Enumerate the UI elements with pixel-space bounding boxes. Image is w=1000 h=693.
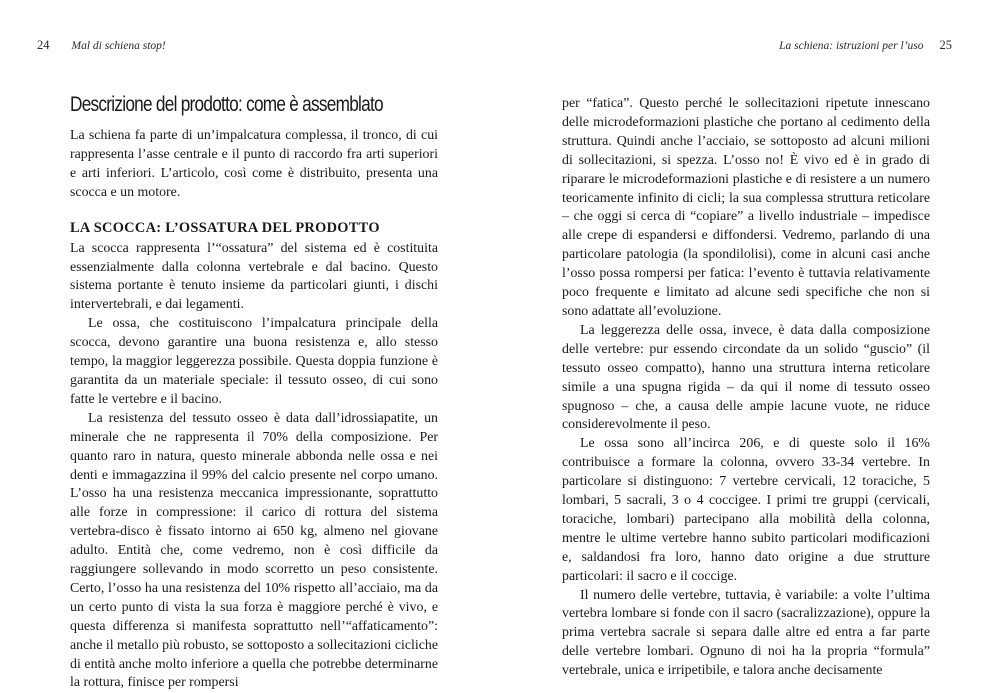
left-paragraph-2: Le ossa, che costituiscono l’impalcatura principale della scocca, devono garantire una buona resistenza e, allo stesso tempo, la maggior leggerezza possibile. Questa doppia funzione è garantita da un materiale speciale: il tessuto osseo, di cui sono fatte le vertebre e il bacino.	[70, 316, 438, 407]
right-running-head-title: La schiena: istruzioni per l’uso	[779, 40, 924, 52]
right-text-block	[562, 95, 930, 681]
left-text-block	[70, 92, 438, 693]
right-paragraph-4: Il numero delle vertebre, tuttavia, è variabile: a volte l’ultima vertebra lombare si fonde con il sacro (sacralizzazione), oppure la prima vertebra sacrale si separa dalle altre ed entra a far parte delle vertebre lombari. Ognuno di noi ha la propria “formula” vertebrale, unica e irripetibile, e talora anche decisamente	[562, 587, 930, 679]
left-page-number: 24	[37, 38, 50, 52]
right-page	[500, 0, 1000, 679]
left-running-head	[37, 38, 166, 53]
left-paragraph-3: La resistenza del tessuto osseo è data dall’idrossiapatite, un minerale che ne rappresenta il 70% della composizione. Per quanto raro in natura, questo minerale abbonda nelle ossa e nei denti e immagazzina il 99% del calcio presente nel corpo umano. L’osso ha una resistenza meccanica impressionante, soprattutto alle forze in compressione: il carico di rottura del sistema vertebra-disco è fissato intorno ai 650 kg, almeno nel giovane adulto. Entità che, come vedremo, non è così difficile da raggiungere sollevando in modo scorretto un peso consistente. Certo, l’osso ha una resistenza del 10% rispetto all’acciaio, ma da un certo punto di vista la sua forza è maggiore perché è vivo, e questa differenza si manifesta soprattutto nell’“affaticamento”: anche il metallo più robusto, se sottoposto a sollecitazioni cicliche di entità anche molto inferiore a quella che potrebbe determinarne la rottura, finisce per rompersi	[70, 410, 439, 691]
left-page	[0, 0, 500, 691]
right-page-number: 25	[939, 38, 952, 52]
right-paragraph-3: Le ossa sono all’incirca 206, e di queste solo il 16% contribuisce a formare la colonna, ovvero 33-34 vertebre. In particolare si distinguono: 7 vertebre cervicali, 12 toraciche, 5 lombari, 5 sacrali, 3 o 4 coccigee. I primi tre gruppi (cervicali, toraciche, lombari) partecipano alla mobilità della colonna, mentre le ultime vertebre hanno subito particolari modificazioni e, saldandosi fra loro, hanno dato origine a due strutture particolari: il sacro e il coccige.	[562, 436, 930, 584]
right-running-head	[779, 38, 952, 53]
right-paragraph-1: per “fatica”. Questo perché le sollecitazioni ripetute innescano delle microdeformazioni plastiche che portano al cedimento della struttura. Quindi anche l’acciaio, se sottoposto ad alcuni milioni di sollecitazioni, si spezza. L’osso no! È vivo ed è in grado di riparare le microdeformazioni plastiche e di resistere a un numero teoricamente infinito di cicli; la sua complessa struttura reticolare – che oggi si cerca di “copiare” a livello industriale – impedisce alle crepe di espandersi e diffondersi. Vedremo, parlando di una particolare patologia (la spondilolisi), come in alcuni casi anche l’osso possa rompersi per fatica: l’evento è tuttavia relativamente poco frequente e limitato ad alcune sedi specifiche che non si sono adattate all’evoluzione.	[562, 96, 930, 319]
left-running-head-title: Mal di schiena stop!	[71, 40, 166, 52]
left-paragraph-1: La scocca rappresenta l’“ossatura” del sistema ed è costituita essenzialmente dalla colonna vertebrale e dal bacino. Questo sistema portante è tenuto insieme da particolari giunti, i dischi intervertebrali, e dai legamenti.	[70, 240, 438, 313]
right-paragraph-2: La leggerezza delle ossa, invece, è data dalla composizione delle vertebre: pur essendo circondate da un solido “guscio” (il tessuto osseo compatto), hanno una struttura interna reticolare simile a una spugna rigida – da qui il nome di tessuto osseo spugnoso – che, a causa delle ampie lacune vuote, ne riduce considerevolmente il peso.	[562, 322, 930, 433]
intro-paragraph: La schiena fa parte di un’impalcatura complessa, il tronco, di cui rappresenta l’asse centrale e il punto di raccordo fra arti superiori e arti inferiori. L’articolo, così come è distribuito, presenta una scocca e un motore.	[70, 128, 438, 200]
section-title: LA SCOCCA: L’OSSATURA DEL PRODOTTO	[70, 219, 380, 236]
chapter-title: Descrizione del prodotto: come è assemblato	[70, 93, 383, 116]
